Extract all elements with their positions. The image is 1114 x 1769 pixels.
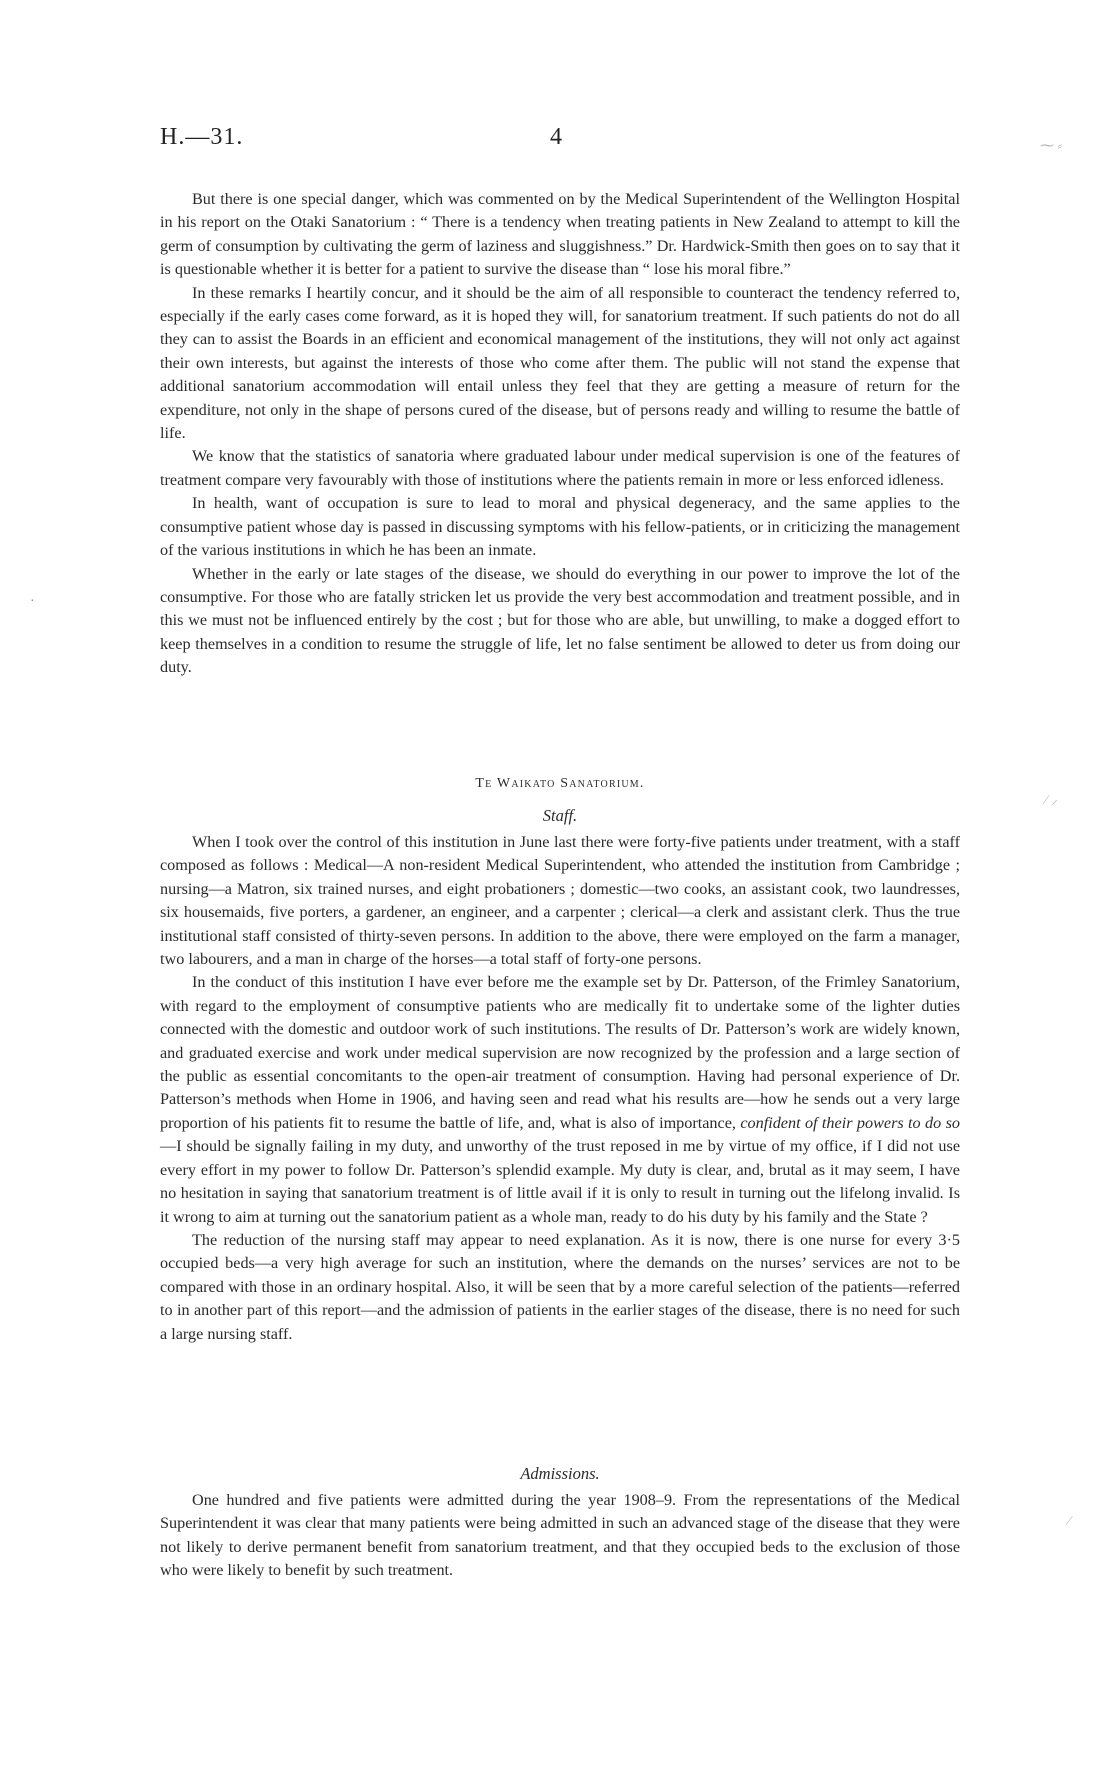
paragraph-text: In the conduct of this institution I have ever before me the example set by Dr. Patterson, of the Frimley Sanatorium, with regard to the employment of consumptive patients who are medically fit to undertake some of the lighter duties connected with the domestic and outdoor work of such institutions. The results of Dr. Patterson’s work are widely known, and graduated exercise and work under medical supervision are now recognized by the profession and a large section of the public as essential concomitants to the open-air treatment of consumption. Having had personal experience of Dr. Patterson’s methods when Home in 1906, and having seen and read what his results are—how he sends out a very large proportion of his patients fit to resume the battle of life, and, what is also of importance, [160, 973, 960, 1132]
body-paragraph: The reduction of the nursing staff may appear to need explanation. As it is now, there is one nurse for every 3·5 occupied beds—a very high average for such an institution, where the demands on the nurses’ services are not to be compared with those in an ordinary hospital. Also, it will be seen that by a more careful selection of the patients—referred to in another part of this report—and the admission of patients in the earlier stages of the disease, there is no need for such a large nursing staff. [160, 1230, 960, 1343]
margin-scan-mark: · [30, 594, 35, 609]
paragraph-text: —I should be signally failing in my duty, and unworthy of the trust reposed in me by virtue of my office, if I did not use every effort in my power to follow Dr. Patterson’s splendid example. My duty is clear, and, brutal as it may seem, I have no hesitation in saying that sanatorium treatment is of little avail if it is only to result in turning out the lifelong invalid. Is it wrong to aim at turning out the sanatorium patient as a whole man, ready to do his duty by his family and the State ? [160, 1137, 960, 1226]
page-number: 4 [550, 124, 562, 150]
body-paragraph: Whether in the early or late stages of the disease, we should do everything in our power to improve the lot of the consumptive. For those who are fatally stricken let us provide the very best accommodation and treatment possible, and in this we must not be influenced entirely by the cost ; but for those who are able, but unwilling, to make a dogged effort to keep themselves in a condition to resume the struggle of life, let no false sentiment be allowed to deter us from doing our duty. [160, 564, 960, 677]
body-paragraph: When I took over the control of this institution in June last there were forty-five patients under treatment, with a staff composed as follows : Medical—A non-resident Medical Superintendent, who attended the institution from Cambridge ; nursing—a Matron, six trained nurses, and eight probationers ; domestic—two cooks, an assistant cook, two laundresses, six housemaids, five porters, a gardener, an engineer, and a carpenter ; clerical—a clerk and assistant clerk. Thus the true institutional staff consisted of thirty-seven persons. In addition to the above, there were employed on the farm a manager, two labourers, and a man in charge of the horses—a total staff of forty-one persons. [160, 833, 960, 969]
page-header [160, 124, 960, 164]
margin-scan-mark: ⁓ ⸗ [1040, 139, 1063, 154]
body-paragraph: But there is one special danger, which was commented on by the Medical Superintendent of the Wellington Hospital in his report on the Otaki Sanatorium : “ There is a tendency when treating patients in New Zealand to attempt to kill the germ of consumption by cultivating the germ of laziness and sluggishness.” Dr. Hardwick-Smith then goes on to say that it is questionable whether it is better for a patient to survive the disease than “ lose his moral fibre.” [160, 190, 960, 279]
margin-scan-mark: ⁄ ⸝ [1045, 793, 1058, 808]
body-paragraph: We know that the statistics of sanatoria where graduated labour under medical supervision is one of the features of treatment compare very favourably with those of institutions where the patients remain in more or less enforced idleness. [160, 447, 960, 489]
body-paragraph: In health, want of occupation is sure to lead to moral and physical degeneracy, and the same applies to the consumptive patient whose day is passed in discussing symptoms with his fellow-patients, or in criticizing the management of the various institutions in which he has been an inmate. [160, 494, 960, 560]
staff-section [160, 831, 960, 1346]
admissions-section [160, 1489, 960, 1583]
document-reference: H.—31. [160, 124, 244, 150]
margin-scan-mark: ⁄ [1068, 1514, 1071, 1529]
section-heading: Te Waikato Sanatorium. [475, 776, 645, 791]
staff-subheading: Staff. [542, 806, 578, 825]
body-paragraph [160, 971, 960, 1228]
emphasized-phrase: confident of their powers to do so [740, 1113, 961, 1132]
admissions-subheading: Admissions. [520, 1464, 600, 1483]
intro-section [160, 188, 960, 680]
body-paragraph: In these remarks I heartily concur, and it should be the aim of all responsible to counteract the tendency referred to, especially if the early cases come forward, as it is hoped they will, for sanatorium treatment. If such patients do not do all they can to assist the Boards in an efficient and economical management of the institutions, they will not only act against their own interests, but against the interests of those who come after them. The public will not stand the expense that additional sanatorium accommodation will entail unless they feel that they are getting a measure of return for the expenditure, not only in the shape of persons cured of the disease, but of persons ready and willing to resume the battle of life. [160, 283, 960, 443]
body-paragraph: One hundred and five patients were admitted during the year 1908–9. From the representations of the Medical Superintendent it was clear that many patients were being admitted in such an advanced stage of the disease that they were not likely to derive permanent benefit from sanatorium treatment, and that they occupied beds to the exclusion of those who were likely to benefit by such treatment. [160, 1491, 960, 1580]
